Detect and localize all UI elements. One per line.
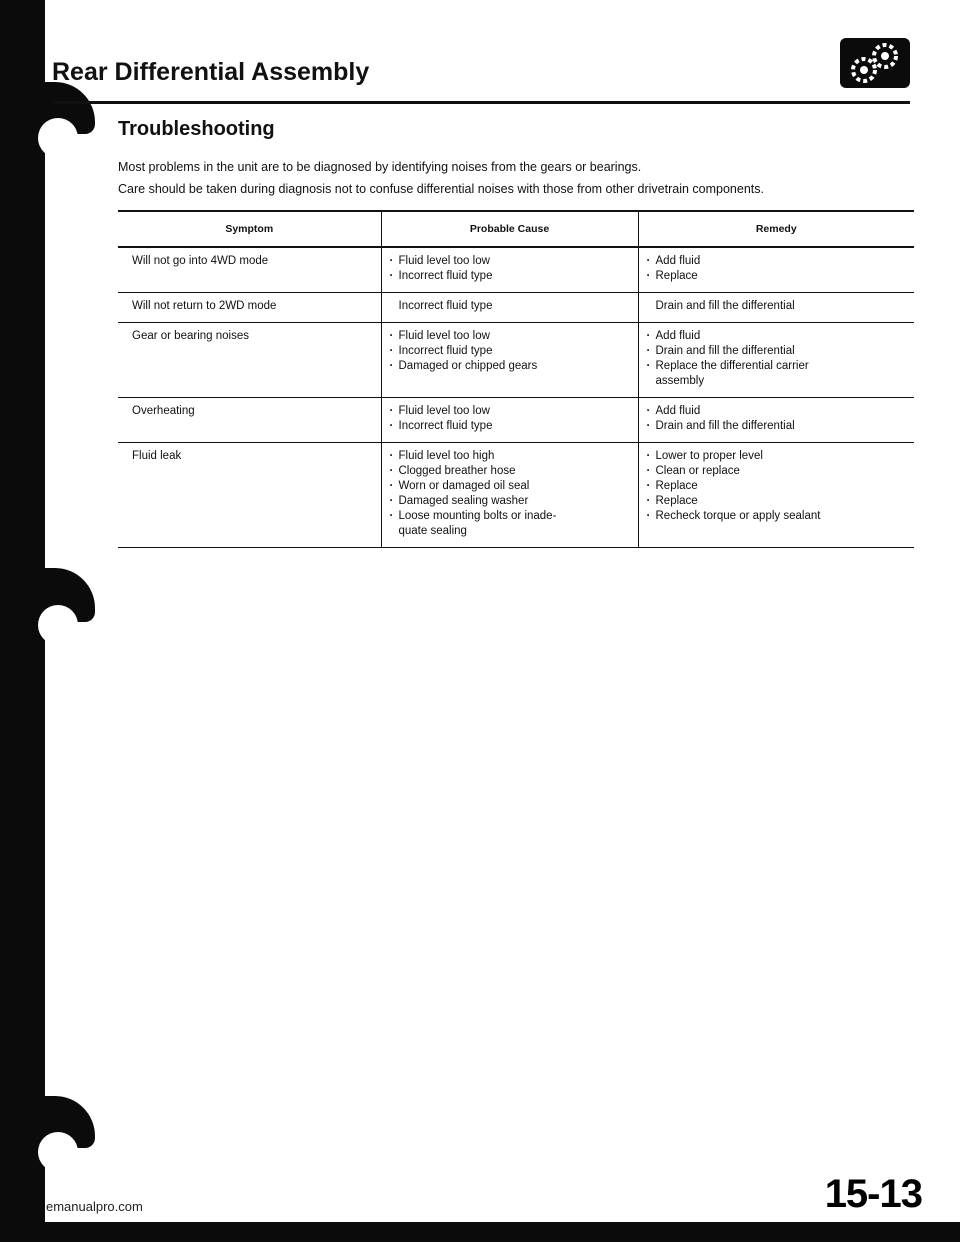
remedy-cell xyxy=(638,247,914,293)
binding-tab-notch xyxy=(38,118,78,158)
list-item: · Add fluid xyxy=(647,404,907,419)
list-item: · Incorrect fluid type xyxy=(390,344,630,359)
list-item: · Drain and fill the differential xyxy=(647,419,907,434)
list-item: · Worn or damaged oil seal xyxy=(390,479,630,494)
list-item: · Replace xyxy=(647,494,907,509)
list-item: · Replace xyxy=(647,269,907,284)
list-item: · Fluid level too low xyxy=(390,329,630,344)
table-row xyxy=(118,443,914,548)
table-row xyxy=(118,293,914,323)
list-item: quate sealing xyxy=(398,525,467,537)
binding-tab-notch xyxy=(38,1132,78,1172)
binding-tab-notch xyxy=(38,605,78,645)
table-header-row xyxy=(118,211,914,247)
remedy-cell xyxy=(638,443,914,548)
cause-cell xyxy=(381,247,638,293)
list-item: · Add fluid xyxy=(647,254,907,269)
list-item: · Fluid level too low xyxy=(390,254,630,269)
section-heading: Troubleshooting xyxy=(118,118,275,140)
list-item: · Fluid level too low xyxy=(390,404,630,419)
list-item: · Fluid level too high xyxy=(390,449,630,464)
gears-icon xyxy=(840,38,910,88)
troubleshooting-table xyxy=(118,210,914,548)
list-item: · Add fluid xyxy=(647,329,907,344)
intro-line: Most problems in the unit are to be diagnosed by identifying noises from the gears or bearings. xyxy=(118,160,642,174)
title-rule xyxy=(52,101,910,104)
column-header-symptom: Symptom xyxy=(118,211,381,247)
list-item: · Replace the differential carrier xyxy=(647,359,907,374)
list-item: · Loose mounting bolts or inade- xyxy=(390,509,630,524)
remedy-cell xyxy=(638,398,914,443)
list-item: · Replace xyxy=(647,479,907,494)
intro-line: Care should be taken during diagnosis not to confuse differential noises with those from other drivetrain components. xyxy=(118,182,764,196)
list-item: · Lower to proper level xyxy=(647,449,907,464)
footer-url: emanualpro.com xyxy=(46,1199,143,1214)
page-number: 15-13 xyxy=(824,1172,922,1216)
cause-cell xyxy=(381,443,638,548)
cause-cell xyxy=(381,398,638,443)
list-item: · Drain and fill the differential xyxy=(647,344,907,359)
list-item: · Damaged sealing washer xyxy=(390,494,630,509)
column-header-remedy: Remedy xyxy=(638,211,914,247)
list-item: Drain and fill the differential xyxy=(655,300,795,312)
bottom-band xyxy=(0,1222,960,1242)
list-item: assembly xyxy=(655,375,705,387)
intro-paragraph xyxy=(118,156,918,200)
symptom-cell: Will not return to 2WD mode xyxy=(118,293,381,323)
symptom-cell: Overheating xyxy=(118,398,381,443)
binding-edge xyxy=(0,0,40,1242)
table-row xyxy=(118,247,914,293)
list-item: · Recheck torque or apply sealant xyxy=(647,509,907,524)
symptom-cell: Gear or bearing noises xyxy=(118,323,381,398)
remedy-cell xyxy=(638,323,914,398)
symptom-cell: Will not go into 4WD mode xyxy=(118,247,381,293)
list-item: Incorrect fluid type xyxy=(398,300,493,312)
column-header-probable-cause: Probable Cause xyxy=(381,211,638,247)
cause-cell xyxy=(381,293,638,323)
table-row xyxy=(118,323,914,398)
list-item: · Clean or replace xyxy=(647,464,907,479)
table-row xyxy=(118,398,914,443)
list-item: · Incorrect fluid type xyxy=(390,419,630,434)
cause-cell xyxy=(381,323,638,398)
symptom-cell: Fluid leak xyxy=(118,443,381,548)
list-item: · Incorrect fluid type xyxy=(390,269,630,284)
page-title: Rear Differential Assembly xyxy=(52,58,370,86)
list-item: · Clogged breather hose xyxy=(390,464,630,479)
list-item: · Damaged or chipped gears xyxy=(390,359,630,374)
remedy-cell xyxy=(638,293,914,323)
